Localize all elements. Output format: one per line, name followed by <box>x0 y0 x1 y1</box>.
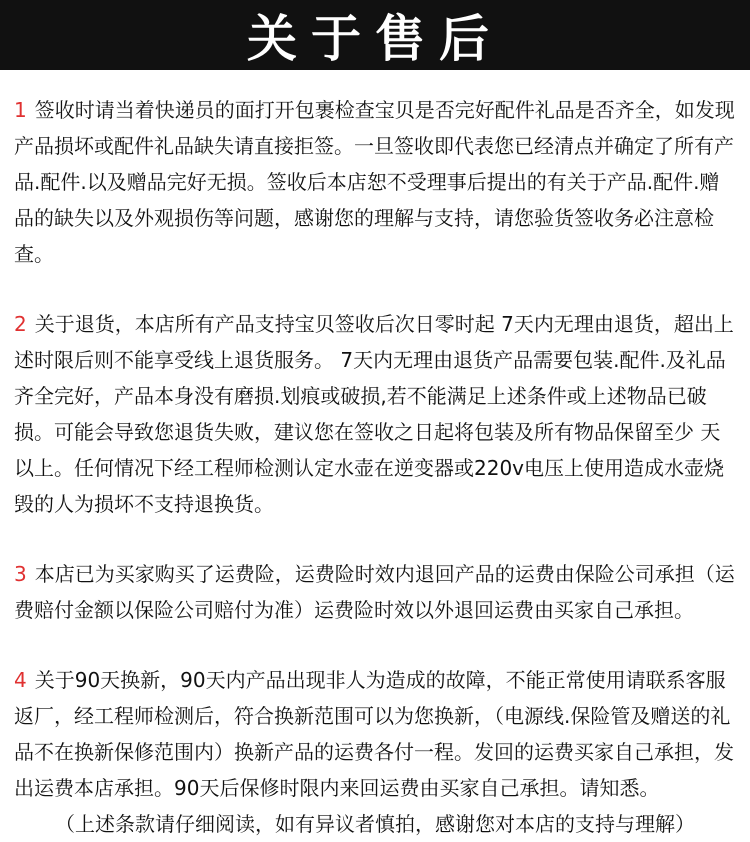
section-number: 3 <box>14 562 27 586</box>
header-banner <box>0 0 750 70</box>
section-number: 4 <box>14 668 27 692</box>
after-sales-content <box>0 92 750 842</box>
section-text: 签收时请当着快递员的面打开包裹检查宝贝是否完好配件礼品是否齐全，如发现产品损坏或配件礼品缺失请直接拒签。一旦签收即代表您已经清点并确定了所有产品.配件.以及赠品完好无损。签收后本店恕不受理事后提出的有关于产品.配件.赠品的缺失以及外观损伤等问题，感谢您的理解与支持，请您验货签收务必注意检查。 <box>14 98 735 266</box>
section-3 <box>14 556 736 628</box>
section-text: 关于90天换新，90天内产品出现非人为造成的故障，不能正常使用请联系客服返厂，经工程师检测后，符合换新范围可以为您换新，（电源线.保险管及赠送的礼品不在换新保修范围内）换新产品的运费各付一程。发回的运费买家自己承担，发出运费本店承担。90天后保修时限内来回运费由买家自己承担。请知悉。 <box>14 668 734 800</box>
footer-note: （上述条款请仔细阅读，如有异议者慎拍，感谢您对本店的支持与理解） <box>55 812 695 836</box>
section-4 <box>14 662 736 806</box>
section-number: 2 <box>14 312 27 336</box>
section-2 <box>14 306 736 522</box>
section-1 <box>14 92 736 272</box>
section-number: 1 <box>14 98 27 122</box>
section-text: 关于退货，本店所有产品支持宝贝签收后次日零时起 7天内无理由退货，超出上述时限后则不能享受线上退货服务。 7天内无理由退货产品需要包装.配件.及礼品齐全完好，产品本身没有磨损.划痕或破损,若不能满足上述条件或上述物品已破损。可能会导致您退货失败，建议您在签收之日起将包装及所有物品保留至少 天以上。任何情况下经工程师检测认定水壶在逆变器或220v电压上使用造成水壶烧毁的人为损坏不支持退换货。 <box>14 312 734 516</box>
section-text: 本店已为买家购买了运费险，运费险时效内退回产品的运费由保险公司承担（运费赔付金额以保险公司赔付为准）运费险时效以外退回运费由买家自己承担。 <box>14 562 735 622</box>
page-title: 关于售后 <box>247 10 503 68</box>
